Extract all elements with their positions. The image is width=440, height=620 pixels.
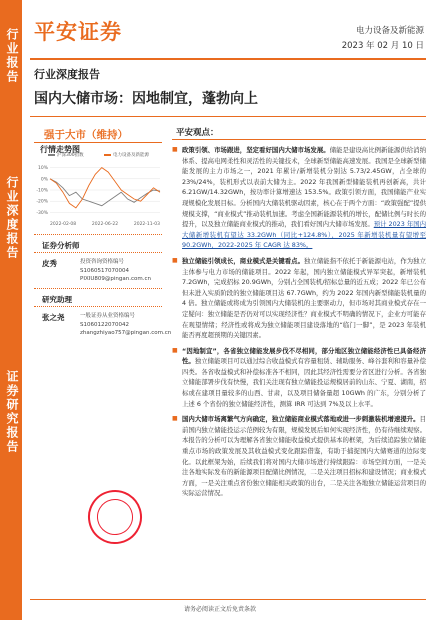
bullet-body: 独立储能项目可以通过综合收益模式有容量租赁、辅助服务、峰谷套利和容量补偿四类。各省收益模式和补偿标准各不相同，因此其经济性需要分省区进行分析。各省独立储能部署步伐有快慢，我们关注现有独立储能投运规模居前的山东、宁夏、湖南，招标或在建项目量较多的山西、甘肃，以及项目储备量超 10GWh 的广东，分别分析了上述 6 个省份的独立储能经济性，测算 IRR 可达到 7%及以上水平。 [182,357,426,408]
legend-label-sector: 电力设备及新能源 [113,153,149,158]
rating: 强于大市（维持） [44,129,128,141]
report-date: 2023 年 02 月 10 日 [341,41,424,51]
divider-4 [34,306,162,307]
bullet-lead: 独立储能引领成长，商业模式是关键看点。 [182,256,305,265]
report-title: 国内大储市场：因地制宜，蓬勃向上 [34,91,258,107]
view-title: 平安观点： [176,128,219,138]
y-tick-label: 0% [40,177,48,183]
sector-name: 电力设备及新能源 [355,26,424,36]
bullet-highlight: 预计 2023 年国内大储新增装机有望达 33.2GWh（同比+124.8%），2025 年新增装机量有望增至 90.2GWh，2022-2025 年 CAGR 达 83%。 [182,220,426,250]
legend-swatch-sector [104,154,111,156]
company-logo: 平安证券 [34,20,122,44]
header-meta [342,24,424,54]
assistant-name: 张之尧 [42,313,65,322]
assistant-details [80,312,171,338]
seal-stamp [83,485,147,549]
title-rule [30,116,426,117]
series-line-index [50,179,160,206]
trend-chart-svg [34,152,162,232]
bullet-lead: 国内大储市场离繁气方向确定，独立储能商业模式落地或进一步刺激装机增速提升。 [182,415,420,424]
assistant-role-label: 研究助理 [42,295,72,304]
bullet-body: 目前国内独立储能投运示范例较为有限，规模发展后如何实现经济性，仍有待继续观察。本报告的分析可以为理解各省独立储能收益模式提供基本的框架，为后续追踪独立储能重点市场的政策发展及其收益模式变化跟踪借鉴，有助于捕捉国内大储赛道的边际变化。以此框架为始，后续我们将对国内大储市场进行持续跟踪：市场空间方面，一是关注各地实际发布的新能源项目配储比例情况，二是关注项目招标和建设情况；商业模式方面，一是关注重点省份独立储能相关政策的出台，二是关注各地独立储能运营项目的实际运营情况。 [182,415,426,498]
legend-label-index: 沪深300指数 [57,153,84,158]
assistant-cert-number: S1060122070042 [80,321,129,328]
analyst-name: 皮秀 [42,259,57,268]
y-tick-label: -30% [36,210,48,216]
bullet-lead: 政策引领、市场跟进，坚定看好国内大储市场发展。 [182,146,330,154]
footer-disclaimer: 请务必阅读正文后免责条款 [183,606,256,613]
view-bullet [172,256,426,341]
view-rule [172,139,426,140]
sidebar-label-deep-report: 行业深度报告 [5,176,19,260]
sidebar-label-industry-report: 行业报告 [5,28,19,84]
view-bullets [172,145,426,504]
y-tick-label: -20% [36,199,48,205]
bullet-body: 储能是建设高比例新能源供给消纳体系、提高电网柔性和灵活性的关键技术，全球新型储能高速发展。我国是全球新型储能发展的主力市场之一，2021 年累计/新增装机分别达 5.73/2.45GW，占全球的 23%/24%，装机形式以表前大储为主。2022 年我国新型储能装机再创新高，共计 6.21GW/14.32GWh，按功率计算增速达 153.5%。政策引领方面，我国储能产业实现规模化发展目标。分析国内大储装机驱动因素，核心在于两个方面：“政策强配”提供规模支撑，“商业模式”推动装机加速。考虑全国新能源装机的增长，配储比例与时长的提升，以及独立储能商业模式的推动，我们看好国内大储市场发展。 [182,146,426,229]
report-type: 行业深度报告 [34,68,100,81]
analyst-email: PIXIU809@pingan.com.cn [80,276,151,282]
sidebar-band [0,0,22,620]
header-rule [30,58,426,60]
footer-rule [30,599,426,600]
divider-1 [34,234,162,235]
legend-item-sector [104,152,149,158]
view-bullet [172,346,426,410]
x-tick-label: 2022-11-03 [133,222,160,227]
sidebar-label-securities-research: 证券研究报告 [5,370,19,454]
y-tick-label: 10% [37,166,48,172]
series-line-sector [50,168,160,208]
rating-rule [34,142,162,143]
analyst-details [80,258,151,284]
assistant-cert-label: 一般证券从业资格编号 [80,313,136,319]
bullet-lead: “因地制宜”，各省独立储能发展步伐不尽相同，部分地区独立储能经济性已具备经济性。 [182,346,426,366]
bullet-body: 独立储能指不依托于新能源电站，作为独立主体参与电力市场的储能项目。2022 年起，国内独立储能模式异军突起，新增装机 7.2GWh，完成招标 20.9GWh，分别占全国装机/招标总量的近五成；2022 年已公布但未进入实质阶段的独立储能项目达 67.7GWh，约为 2022 年国内新型储能装机量的 4 倍。独立储能或将成为引领国内大储装机的主要驱动力，但市场对其商业模式存在一定疑问：独立储能是否仍对可以实现经济性？商业模式不明确的情况下，企业方可能存在观望情绪；经济性或将成为独立储能项目建设落地的“临门一脚”，是 2023 年装机能否再度超预期的关键因素。 [182,256,426,340]
divider-3 [34,288,162,289]
view-bullet [172,414,426,499]
view-bullet [172,145,426,251]
y-tick-label: -10% [36,188,48,194]
trend-chart [34,152,162,232]
analyst-cert-label: 投资咨询资格编号 [80,259,125,265]
legend-swatch-index [48,154,55,156]
analyst-cert-number: S1060517070004 [80,267,129,274]
legend-item-index [48,152,84,158]
x-tick-label: 2022-06-22 [91,222,119,227]
analyst-role-label: 证券分析师 [42,241,80,250]
assistant-email: zhangzhiyao757@pingan.com.cn [80,330,172,336]
x-tick-label: 2022-02-08 [50,222,77,227]
trend-chart-title: 行情走势图 [40,145,80,154]
divider-2 [34,252,162,253]
